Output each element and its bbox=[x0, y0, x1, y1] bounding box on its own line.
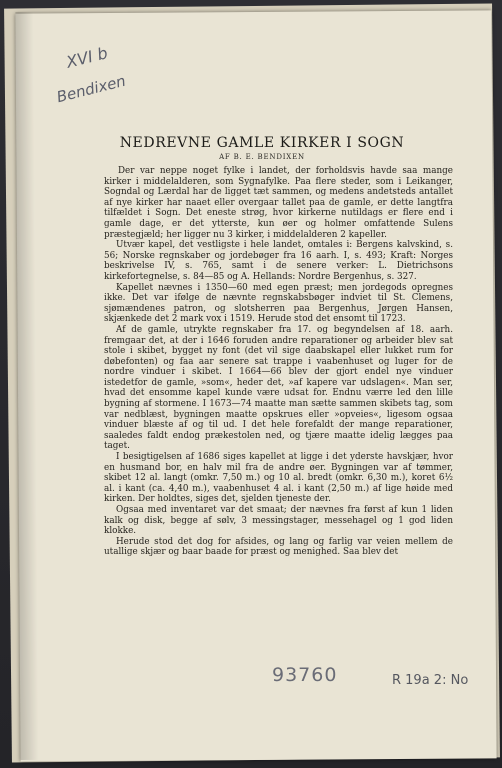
paragraph: Utvær kapel, det vestligste i hele landet, omtales i: Bergens kalvskind, s. 56; Norske regnskaber og jordebøger fra 16 aarh. I, s. 493; Kraft: Norges beskrivelse IV, s. 765, samt i de senere verker: L. Dietrichsons kirkefortegnelse, s. 84—85 og A. Hellands: Nordre Bergenhus, s. 327. bbox=[104, 240, 453, 282]
paragraph: Kapellet nævnes i 1350—60 med egen præst; men jordegods opregnes ikke. Det var ifølge de nævnte regnskabsbøger indviet til St. Clemens, sjømændenes patron, og slotsherren paa Bergenhus, Jørgen Hansen, skjænkede det 2 mark vox i 1519. Herude stod det ensomt til 1723. bbox=[104, 282, 453, 325]
paragraph: Der var neppe noget fylke i landet, der forholdsvis havde saa mange kirker i middelalderen, som Sygnafylke. Paa flere steder, som i Leikanger, Sogndal og Lærdal har de ligget tæt sammen, og medens andetsteds antallet af nye kirker har naaet eller overgaar tallet paa de gamle, er dette langtfra tilfældet i Sogn. Det eneste strøg, hvor kirkerne nutildags er flere end i gamle dage, er det ytterste, kun øer og holmer omfattende Sulens præstegjæld; her ligger nu 3 kirker, i middelalderen 2 kapeller. bbox=[104, 166, 453, 240]
paragraph: Af de gamle, utrykte regnskaber fra 17. og begyndelsen af 18. aarh. fremgaar det, at der i 1646 foruden andre reparationer og arbeider blev sat stole i skibet, bygget ny font (det vil sige daabskapel eller lukket rum for døbefonten) og faa aar senere sat trappe i vaabenhuset og luger for de nordre vinduer i skibet. I 1664—66 blev der gjort endel nye vinduer istedetfor de gamle, »som«, heder det, »af kapere var udslagen«. Man ser, hvad det ensomme kapel kunde være udsat for. Endnu værre led den lille bygning af stormene. I 1673—74 maatte man sætte sammen skibets tag, som var nedblæst, bygningen maatte opskrues eller »opveies«, ligesom ogsaa vinduer blæste af og til ud. I det hele forefaldt der mange reparationer, saaledes faldt endog prækestolen ned, og tjære maatte idelig lægges paa taget. bbox=[104, 324, 453, 452]
handwritten-accession-number: 93760 bbox=[272, 664, 338, 686]
paragraph: I besigtigelsen af 1686 siges kapellet at ligge i det yderste havskjær, hvor en husmand bor, en halv mil fra de andre øer. Bygningen var af tømmer, skibet 12 al. langt (omkr. 7,50 m.) og 10 al. bredt (omkr. 6,30 m.), koret 6½ al. i kant (ca. 4,40 m.), vaabenhuset 4 al. i kant (2,50 m.) af lige høide med kirken. Der holdtes, siges det, sjelden tjeneste der. bbox=[104, 452, 453, 505]
paragraph: Herude stod det dog for afsides, og lang og farlig var veien mellem de utallige skjær og baar baade for præst og menighed. Saa blev det bbox=[104, 536, 453, 558]
article-body bbox=[104, 166, 453, 558]
handwritten-shelf-mark: R 19a 2: No bbox=[392, 673, 469, 688]
handwritten-author-note: Bendixen bbox=[54, 71, 128, 107]
handwritten-catalog-note: XVI b bbox=[64, 43, 110, 72]
article-byline: AF B. E. BENDIXEN bbox=[219, 153, 305, 161]
paragraph: Ogsaa med inventaret var det smaat; der nævnes fra først af kun 1 liden kalk og disk, begge af sølv, 3 messingstager, messehagel og 1 god liden klokke. bbox=[104, 505, 453, 537]
article-title: NEDREVNE GAMLE KIRKER I SOGN bbox=[119, 135, 405, 151]
